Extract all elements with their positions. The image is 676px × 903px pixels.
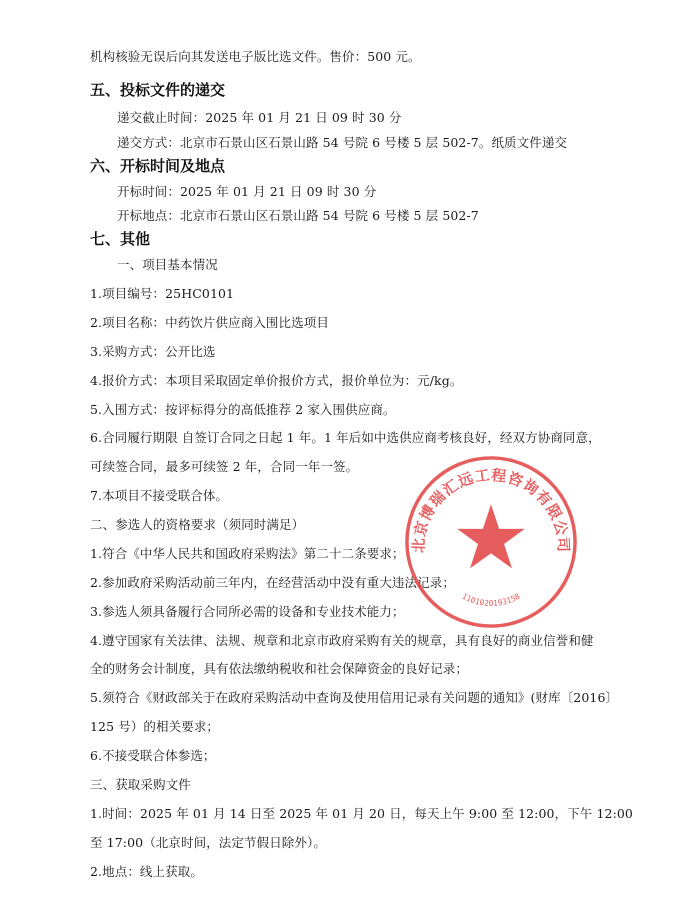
list-item: 4.遵守国家有关法律、法规、规章和北京市政府采购有关的规章，具有良好的商业信誉和健 (90, 633, 594, 648)
opening-time: 开标时间：2025 年 01 月 21 日 09 时 30 分 (117, 184, 377, 199)
list-item: 5.须符合《财政部关于在政府采购活动中查询及使用信用记录有关问题的通知》(财库〔2016〕 (90, 690, 619, 705)
seal-star-icon (457, 504, 525, 568)
subsection-3-title: 三、获取采购文件 (90, 777, 191, 792)
list-item: 7.本项目不接受联合体。 (90, 488, 229, 503)
list-item: 可续签合同，最多可续签 2 年，合同一年一签。 (90, 459, 359, 474)
submission-deadline: 递交截止时间：2025 年 01 月 21 日 09 时 30 分 (117, 110, 402, 125)
list-item: 1.时间：2025 年 01 月 14 日至 2025 年 01 月 20 日，每天上午 9:00 至 12:00，下午 12:00 (90, 806, 633, 821)
list-item: 至 17:00（北京时间，法定节假日除外）。 (90, 835, 326, 850)
list-item: 5.入围方式：按评标得分的高低推荐 2 家入围供应商。 (90, 402, 396, 417)
list-item: 4.报价方式：本项目采取固定单价报价方式，报价单位为：元/kg。 (90, 373, 463, 388)
list-item: 6.不接受联合体参选； (90, 748, 216, 763)
seal-text: 北京博瑞汇远工程咨询有限公司 (410, 466, 572, 554)
list-item: 125 号）的相关要求； (90, 719, 220, 734)
list-item: 2.地点：线上获取。 (90, 864, 203, 879)
opening-place: 开标地点：北京市石景山区石景山路 54 号院 6 号楼 5 层 502-7 (117, 208, 479, 223)
list-item: 2.项目名称：中药饮片供应商入围比选项目 (90, 315, 329, 330)
list-item: 全的财务会计制度，具有依法缴纳税收和社会保障资金的良好记录； (90, 661, 469, 676)
company-seal (402, 453, 580, 631)
list-item: 1.项目编号：25HC0101 (90, 286, 235, 301)
list-item: 1.符合《中华人民共和国政府采购法》第二十二条要求； (90, 546, 405, 561)
submission-method: 递交方式：北京市石景山区石景山路 54 号院 6 号楼 5 层 502-7。纸质文件递交 (117, 135, 568, 150)
section-6-heading: 六、开标时间及地点 (90, 157, 226, 175)
section-7-heading: 七、其他 (90, 230, 151, 248)
subsection-2-title: 二、参选人的资格要求（须同时满足） (90, 517, 305, 532)
section-5-heading: 五、投标文件的递交 (90, 81, 226, 99)
list-item: 6.合同履行期限 自签订合同之日起 1 年。1 年后如中选供应商考核良好，经双方协商同意， (90, 430, 601, 445)
subsection-1-title: 一、项目基本情况 (117, 257, 218, 272)
seal-number: 1101020193158 (460, 591, 522, 608)
list-item: 3.采购方式：公开比选 (90, 344, 216, 359)
continuation-line: 机构核验无误后向其发送电子版比选文件。售价：500 元。 (90, 49, 421, 64)
list-item: 3.参选人须具备履行合同所必需的设备和专业技术能力； (90, 604, 405, 619)
list-item: 2.参加政府采购活动前三年内，在经营活动中没有重大违法记录； (90, 575, 455, 590)
